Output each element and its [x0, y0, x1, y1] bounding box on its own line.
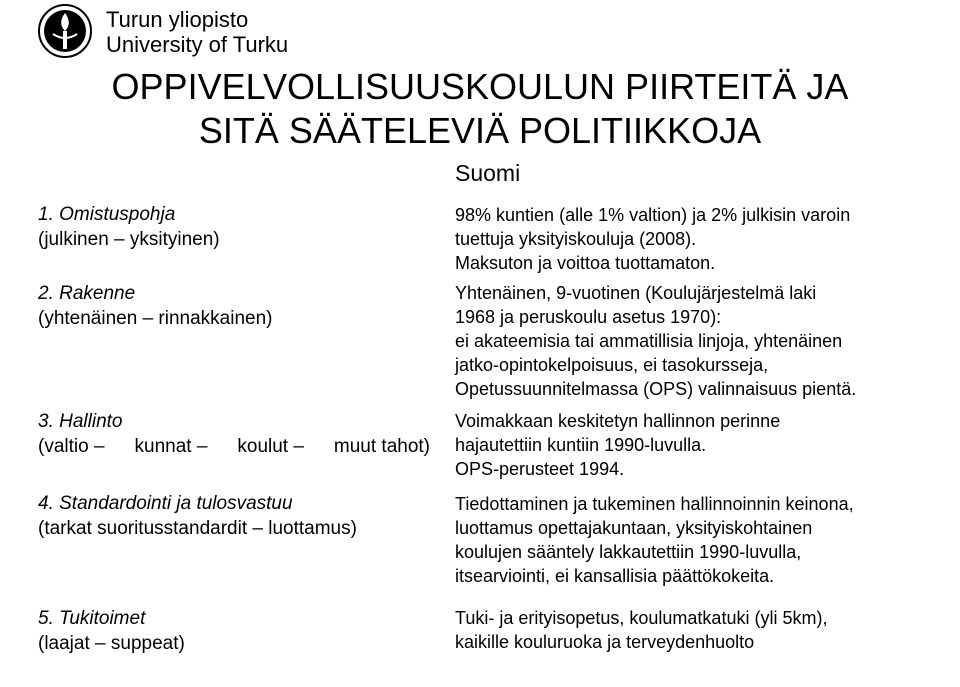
topic-standardization [38, 491, 438, 541]
description-line: kaikille kouluruoka ja terveydenhuolto [455, 632, 755, 652]
description-line: hajautettiin kuntiin 1990-luvulla. [455, 435, 707, 455]
slide-title-line-1: OPPIVELVOLLISUUSKOULUN PIIRTEITÄ JA [111, 66, 849, 107]
topic-subtitle-part: kunnat – [134, 436, 208, 457]
topic-ownership [38, 202, 438, 252]
topic-title: 1. Omistuspohja [38, 204, 176, 225]
description-line: Tuki- ja erityisopetus, koulumatkatuki (yli 5km), [455, 608, 828, 628]
description-line: 98% kuntien (alle 1% valtion) ja 2% julkisin varoin [455, 205, 851, 225]
description-line: tuettuja yksityiskouluja (2008). [455, 229, 697, 249]
logo-name-finnish: Turun yliopisto [106, 7, 249, 32]
topic-subtitle: (tarkat suoritusstandardit – luottamus) [38, 518, 357, 539]
topic-title: 4. Standardointi ja tulosvastuu [38, 493, 293, 514]
description-structure [455, 281, 955, 401]
description-line: koulujen sääntely lakkautettiin 1990-luvulla, [455, 542, 802, 562]
university-logo [38, 4, 289, 58]
description-line: Tiedottaminen ja tukeminen hallinnoinnin keinona, [455, 494, 854, 514]
topic-structure [38, 281, 438, 331]
description-governance [455, 409, 955, 481]
topic-subtitle [38, 434, 430, 459]
topic-title: 5. Tukitoimet [38, 608, 146, 629]
description-line: Voimakkaan keskitetyn hallinnon perinne [455, 411, 781, 431]
description-line: ei akateemisia tai ammatillisia linjoja, yhtenäinen [455, 331, 843, 351]
column-header-suomi: Suomi [455, 160, 521, 186]
topic-subtitle-part: (valtio – [38, 436, 105, 457]
description-standardization [455, 492, 955, 588]
description-support [455, 606, 955, 654]
description-line: jatko-opintokelpoisuus, ei tasokursseja, [455, 355, 769, 375]
topic-title: 3. Hallinto [38, 411, 123, 432]
topic-title: 2. Rakenne [38, 283, 136, 304]
description-line: Maksuton ja voittoa tuottamaton. [455, 253, 716, 273]
torch-emblem-icon [38, 4, 92, 58]
description-line: Opetussuunnitelmassa (OPS) valinnaisuus pientä. [455, 379, 857, 399]
topic-subtitle: (julkinen – yksityinen) [38, 229, 220, 250]
topic-governance [38, 409, 438, 459]
topic-support [38, 606, 438, 656]
description-ownership [455, 203, 955, 275]
description-line: itsearviointi, ei kansallisia päättökokeita. [455, 566, 775, 586]
slide-title-line-2: SITÄ SÄÄTELEVIÄ POLITIIKKOJA [198, 110, 762, 151]
description-line: Yhtenäinen, 9-vuotinen (Koulujärjestelmä laki [455, 283, 817, 303]
description-line: 1968 ja peruskoulu asetus 1970): [455, 307, 722, 327]
topic-subtitle: (laajat – suppeat) [38, 633, 185, 654]
description-line: luottamus opettajakuntaan, yksityiskohtainen [455, 518, 813, 538]
topic-subtitle-part: koulut – [237, 436, 304, 457]
topic-subtitle-part: muut tahot) [333, 436, 430, 457]
description-line: OPS-perusteet 1994. [455, 459, 625, 479]
logo-name-english: University of Turku [106, 32, 289, 57]
topic-subtitle: (yhtenäinen – rinnakkainen) [38, 308, 273, 329]
